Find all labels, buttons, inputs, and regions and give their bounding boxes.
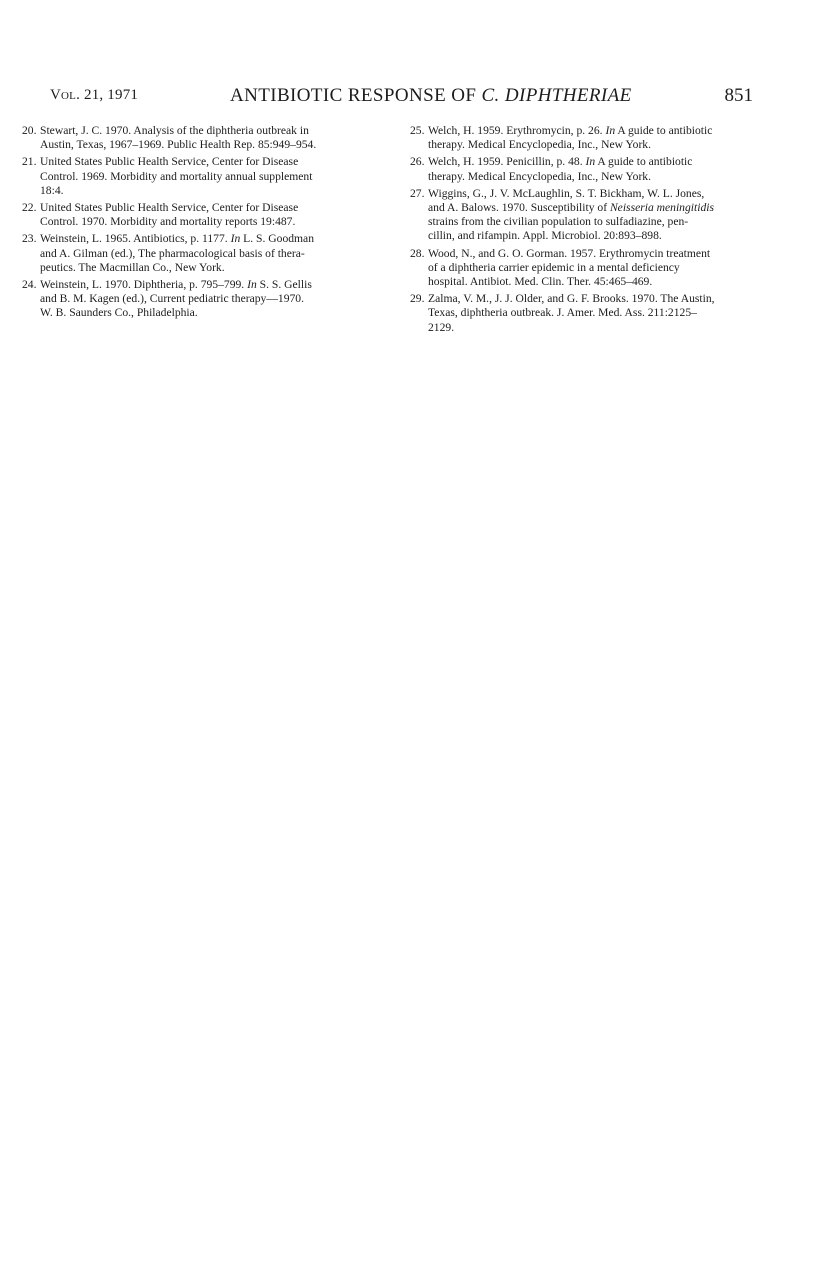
reference-text: and A. Balows. 1970. Susceptibility of [428,201,610,215]
reference-line: Control. 1970. Morbidity and mortality reports 19:487. [40,215,296,229]
reference-line [428,155,754,169]
reference-text: Welch, H. 1959. Penicillin, p. 48. [428,155,586,169]
running-title-text: ANTIBIOTIC RESPONSE OF [230,85,482,106]
reference-text: A guide to antibiotic [615,124,713,137]
reference-number: 29. [410,292,425,306]
reference-line: therapy. Medical Encyclopedia, Inc., New York. [428,169,652,183]
reference-number: 27. [410,186,425,200]
page-number: 851 [724,85,753,106]
reference-in-italic: In [585,155,596,169]
reference-line: 18:4. [40,183,64,197]
reference-line: hospital. Antibiot. Med. Clin. Ther. 45:465–469. [428,275,653,289]
reference-line: Zalma, V. M., J. J. Older, and G. F. Brooks. 1970. The Austin, [428,292,715,306]
reference-text: A guide to antibiotic [595,155,693,169]
reference-line [40,278,394,292]
reference-line: United States Public Health Service, Center for Disease [40,201,299,215]
reference-line [428,201,754,215]
reference-text: Welch, H. 1959. Erythromycin, p. 26. [428,124,606,137]
reference-number: 24. [22,278,37,292]
references-left-column [24,124,394,324]
reference-line: Control. 1969. Morbidity and mortality annual supplement [40,169,313,183]
reference-line: strains from the civilian population to sulfadiazine, pen- [428,215,689,229]
reference-line [428,124,754,138]
reference-line [40,232,394,246]
reference-number: 21. [22,155,37,169]
reference-21 [24,155,394,198]
reference-number: 25. [410,124,425,137]
reference-text: L. S. Goodman [240,232,314,246]
reference-in-italic: In [230,232,241,246]
reference-line: W. B. Saunders Co., Philadelphia. [40,306,198,320]
reference-27 [412,187,754,244]
reference-line: 2129. [428,320,455,334]
reference-number: 22. [22,201,37,215]
references-right-column [412,124,754,338]
reference-24 [24,278,394,321]
reference-line: peutics. The Macmillan Co., New York. [40,260,225,274]
reference-in-italic: In [605,124,616,137]
reference-number: 20. [22,124,37,137]
reference-29 [412,292,754,335]
reference-text: S. S. Gellis [256,278,312,292]
reference-26 [412,155,754,183]
reference-line: and A. Gilman (ed.), The pharmacological basis of thera- [40,246,305,260]
reference-line: Austin, Texas, 1967–1969. Public Health Rep. 85:949–954. [40,138,317,152]
reference-25 [412,124,754,152]
reference-22 [24,201,394,229]
reference-line: Wiggins, G., J. V. McLaughlin, S. T. Bickham, W. L. Jones, [428,186,705,200]
running-title [230,85,632,107]
reference-28 [412,247,754,290]
reference-in-italic: In [247,278,257,292]
reference-number: 28. [410,246,425,260]
running-header [50,85,753,109]
reference-20 [24,124,394,152]
reference-line: and B. M. Kagen (ed.), Current pediatric therapy—1970. [40,292,305,306]
reference-23 [24,232,394,275]
reference-number: 23. [22,232,37,246]
reference-text: Weinstein, L. 1965. Antibiotics, p. 1177. [40,232,231,246]
reference-line: Texas, diphtheria outbreak. J. Amer. Med. Ass. 211:2125– [428,306,697,320]
reference-line: Wood, N., and G. O. Gorman. 1957. Erythromycin treatment [428,246,711,260]
reference-line: Stewart, J. C. 1970. Analysis of the diphtheria outbreak in [40,124,309,137]
reference-line: of a diphtheria carrier epidemic in a mental deficiency [428,260,680,274]
reference-line: cillin, and rifampin. Appl. Microbiol. 20:893–898. [428,229,662,243]
running-title-organism: C. DIPHTHERIAE [481,85,632,106]
reference-line: therapy. Medical Encyclopedia, Inc., New York. [428,138,652,152]
reference-text: Weinstein, L. 1970. Diphtheria, p. 795–799. [40,278,248,292]
reference-line: United States Public Health Service, Center for Disease [40,155,299,169]
journal-volume: Vol. 21, 1971 [50,87,139,103]
reference-number: 26. [410,155,425,169]
reference-organism-italic: Neisseria meningitidis [609,201,714,215]
